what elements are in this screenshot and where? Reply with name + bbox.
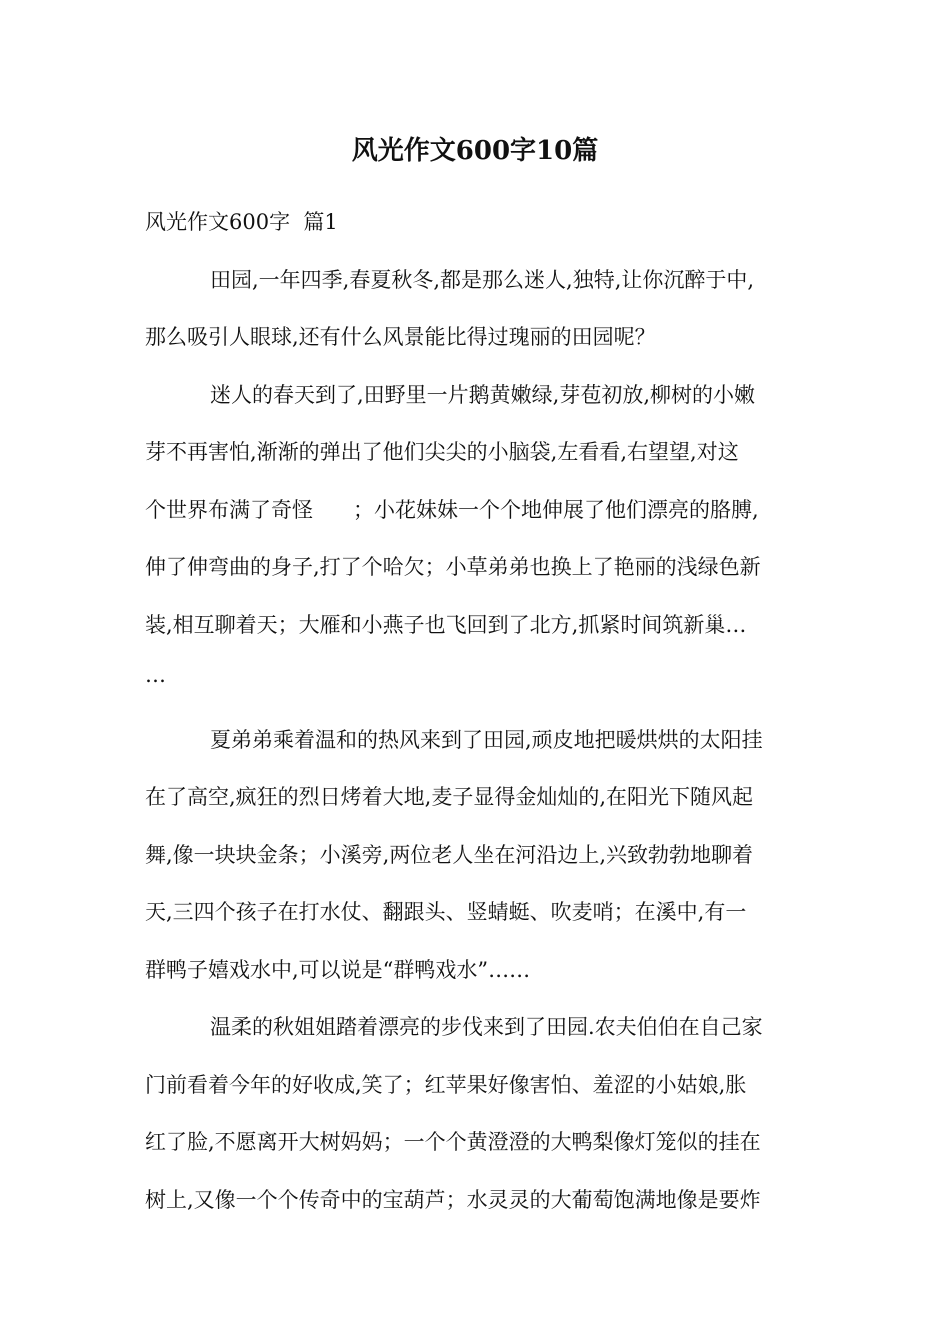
text-line: 田园,一年四季,春夏秋冬,都是那么迷人,独特,让你沉醉于中, (210, 268, 755, 292)
text-line: 芽不再害怕,渐渐的弹出了他们尖尖的小脑袋,左看看,右望望,对这 (145, 440, 739, 464)
text-line: 在了高空,疯狂的烈日烤着大地,麦子显得金灿灿的,在阳光下随风起 (145, 785, 754, 809)
section-heading: 风光作文600字 篇1 (145, 210, 338, 234)
text-line: 伸了伸弯曲的身子,打了个哈欠；小草弟弟也换上了艳丽的浅绿色新 (145, 555, 761, 579)
text-line: 天,三四个孩子在打水仗、翻跟头、竖蜻蜓、吹麦哨；在溪中,有一 (145, 900, 747, 924)
text-line: 群鸭子嬉戏水中,可以说是“群鸭戏水”…… (145, 958, 531, 982)
text-line: 装,相互聊着天；大雁和小燕子也飞回到了北方,抓紧时间筑新巢… (145, 613, 747, 637)
text-line: 树上,又像一个个传奇中的宝葫芦；水灵灵的大葡萄饱满地像是要炸 (145, 1188, 761, 1212)
text-line: 个世界布满了奇怪 ；小花妹妹一个个地伸展了他们漂亮的胳膊, (145, 498, 759, 522)
text-line: 舞,像一块块金条；小溪旁,两位老人坐在河沿边上,兴致勃勃地聊着 (145, 843, 754, 867)
text-line: 那么吸引人眼球,还有什么风景能比得过瑰丽的田园呢？ (145, 325, 656, 349)
text-line: 夏弟弟乘着温和的热风来到了田园,顽皮地把暖烘烘的太阳挂 (210, 728, 763, 752)
text-line: 迷人的春天到了,田野里一片鹅黄嫩绿,芽苞初放,柳树的小嫩 (210, 383, 756, 407)
text-line: 红了脸,不愿离开大树妈妈；一个个黄澄澄的大鸭梨像灯笼似的挂在 (145, 1130, 761, 1154)
text-line: … (145, 663, 166, 687)
text-line: 门前看着今年的好收成,笑了；红苹果好像害怕、羞涩的小姑娘,胀 (145, 1073, 747, 1097)
text-line: 温柔的秋姐姐踏着漂亮的步伐来到了田园.农夫伯伯在自己家 (210, 1015, 763, 1039)
document-title: 风光作文600字10篇 (351, 136, 599, 166)
